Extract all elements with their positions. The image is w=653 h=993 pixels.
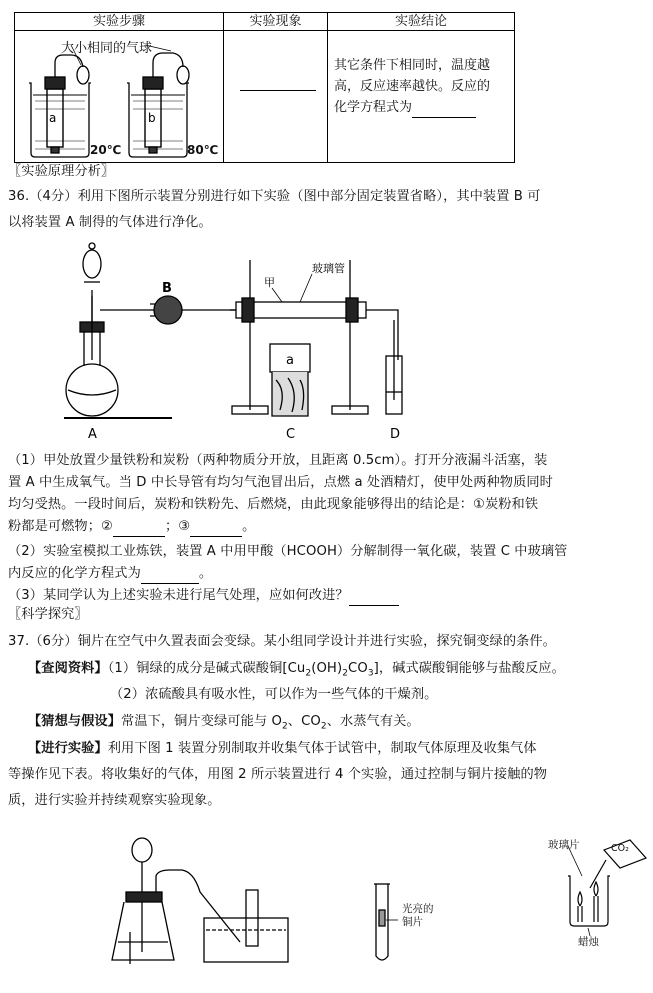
q36-p3: （3）某同学认为上述实验未进行尾气处理，应如何改进？ [8, 588, 349, 603]
conclusion-line-1: 其它条件下相同时，温度越 [334, 58, 491, 73]
bright-copper-label-1: 光亮的 [402, 903, 434, 915]
experiment-table [14, 12, 515, 163]
q36-intro-1: 36.（4分）利用下图所示装置分别进行如下实验（图中部分固定装置省略），其中装置 B 可 [8, 189, 541, 204]
glass-sheet-label: 玻璃片 [548, 839, 580, 851]
label-B: B [162, 281, 172, 296]
blank-conclusion-2[interactable] [113, 522, 165, 537]
beaker-b-label: b [148, 111, 156, 125]
balloon-label: 大小相同的气球 [61, 41, 153, 56]
q36-p1-line3: 均匀受热。一段时间后，炭粉和铁粉先、后燃烧，由此现象能够得出的结论是：①炭粉和铁 [8, 497, 539, 512]
label-A: A [88, 427, 97, 440]
beaker-b [127, 53, 189, 157]
q37-exp-line2: 等操作见下表。将收集好的气体，用图 2 所示装置进行 4 个实验，通过控制与铜片接触的物 [8, 767, 548, 782]
beaker-a [29, 55, 91, 157]
blank-conclusion-3[interactable] [190, 522, 242, 537]
q37-intro: 37.（6分）铜片在空气中久置表面会变绿。某小组同学设计并进行实验，探究铜变绿的条件。 [8, 634, 556, 649]
label-a: a [286, 353, 294, 368]
tag-hypothesis: 【猜想与假设】 [28, 714, 122, 729]
steps-cell [15, 31, 224, 163]
q36-p2-line2: 内反应的化学方程式为 [8, 566, 141, 581]
q37-exp-line3: 质，进行实验并持续观察实验现象。 [8, 793, 221, 808]
tag-reference: 【查阅资料】 [28, 661, 108, 676]
label-glass-tube: 玻璃管 [312, 262, 345, 275]
apparatus-figure-1 [60, 240, 420, 440]
header-steps: 实验步骤 [15, 13, 224, 31]
q36-p2-line1: （2）实验室模拟工业炼铁，装置 A 中用甲酸（HCOOH）分解制得一氧化碳，装置 C 中玻璃管 [8, 544, 568, 559]
temp-a-label: 20℃ [90, 143, 122, 157]
q36-p1-line4b: ；③ [164, 519, 191, 534]
blank-equation-c[interactable] [141, 569, 199, 584]
temp-b-label: 80℃ [187, 143, 219, 157]
label-D: D [390, 427, 401, 440]
bright-copper-label-2: 铜片 [402, 916, 423, 928]
blank-improvement[interactable] [349, 591, 399, 606]
q36-intro-2: 以将装置 A 制得的气体进行净化。 [8, 215, 212, 230]
q36-p1-line2: 置 A 中生成氧气。当 D 中长导管有均匀气泡冒出后，点燃 a 处酒精灯，使甲处两种物质同时 [8, 475, 553, 490]
gas-generation-figure [110, 832, 290, 972]
conclusion-cell [328, 31, 515, 163]
phenomenon-blank[interactable] [240, 90, 316, 91]
section-principle: 〖实验原理分析〗 [8, 164, 115, 179]
label-C: C [286, 427, 296, 440]
conclusion-line-2: 高，反应速率越快。反应的 [334, 79, 491, 94]
header-phenomenon: 实验现象 [224, 13, 328, 31]
equation-blank[interactable] [412, 103, 476, 118]
section-inquiry: 〖科学探究〗 [8, 607, 88, 622]
phenomenon-cell [224, 31, 328, 163]
candle-label: 蜡烛 [578, 936, 599, 948]
header-conclusion: 实验结论 [328, 13, 515, 31]
beaker-a-label: a [49, 111, 57, 125]
q36-p1-line1: （1）甲处放置少量铁粉和炭粉（两种物质分开放，且距离 0.5cm）。打开分液漏斗活塞，装 [8, 453, 548, 468]
conclusion-line-3: 化学方程式为 [334, 100, 413, 115]
tag-experiment: 【进行实验】 [28, 741, 108, 756]
q36-p1-line4a: 粉都是可燃物；② [8, 519, 113, 534]
q37-ref2: （2）浓硫酸具有吸水性，可以作为一些气体的干燥剂。 [110, 687, 438, 702]
co2-label: CO₂ [611, 843, 629, 854]
label-jia: 甲 [264, 276, 275, 289]
